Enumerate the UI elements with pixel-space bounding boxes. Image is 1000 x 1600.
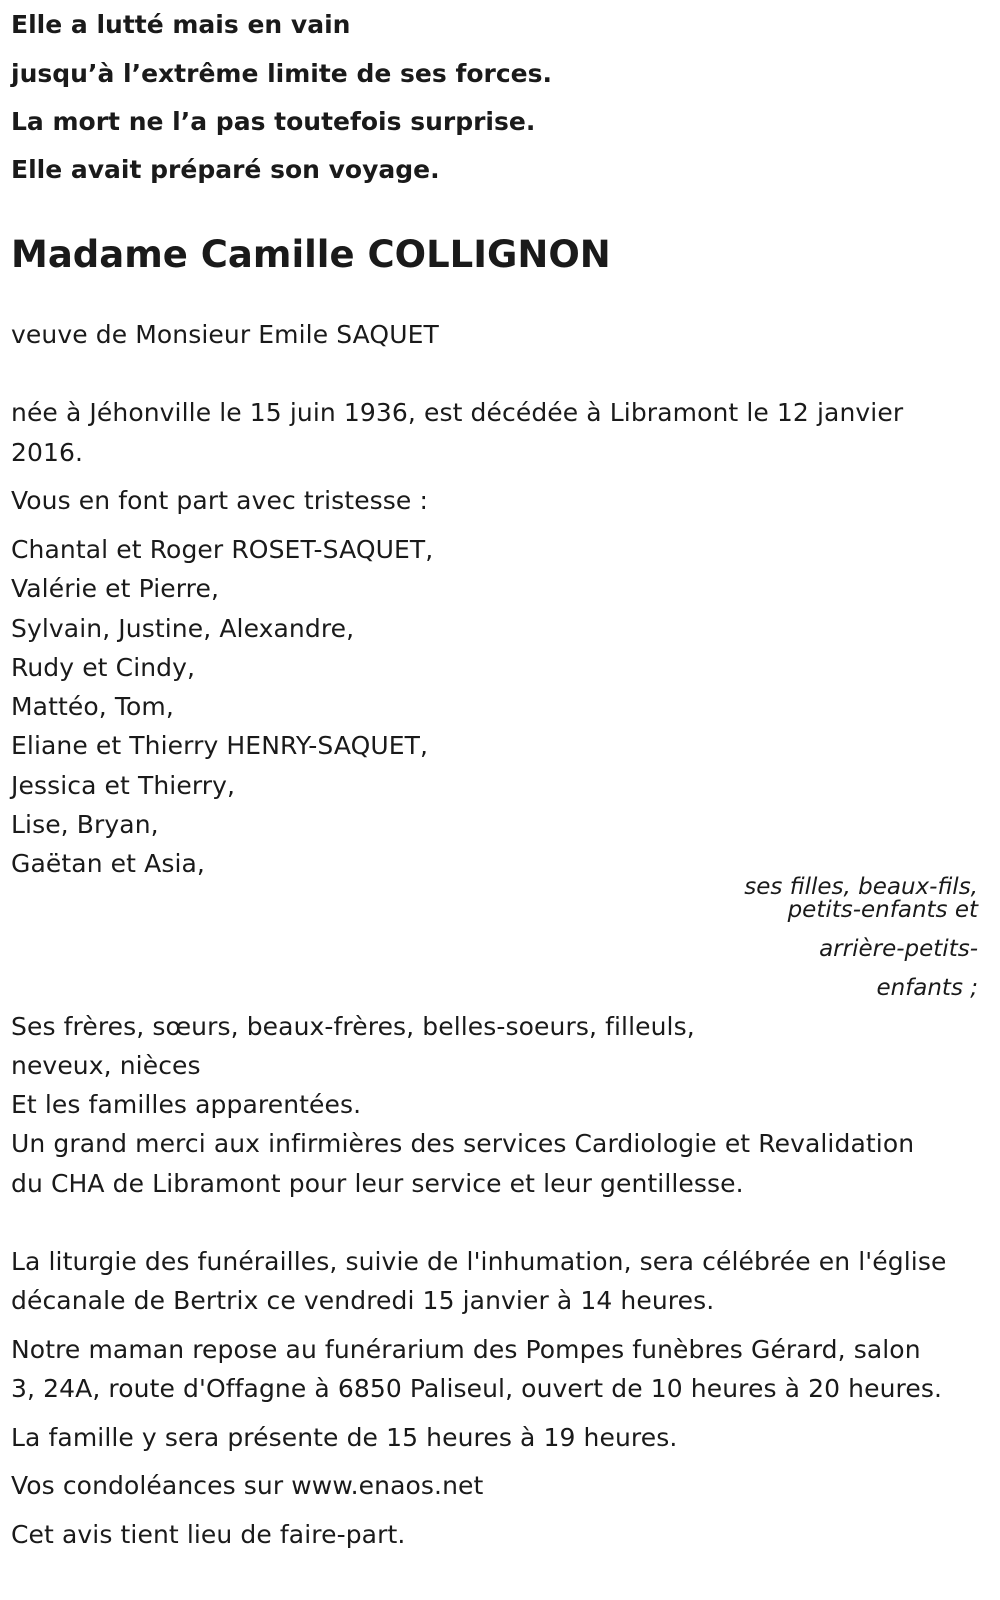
others-line: neveux, nièces xyxy=(11,1051,201,1080)
poem-line: Elle a lutté mais en vain xyxy=(11,10,351,39)
relationship-line: petits-enfants et xyxy=(787,897,978,923)
funeral-line: La liturgie des funérailles, suivie de l'inhumation, sera célébrée en l'église xyxy=(11,1247,947,1276)
poem-line: jusqu’à l’extrême limite de ses forces. xyxy=(11,59,552,88)
widow-of-text: veuve de Monsieur Emile SAQUET xyxy=(11,320,439,349)
family-member: Valérie et Pierre, xyxy=(11,574,220,603)
family-member: Mattéo, Tom, xyxy=(11,692,174,721)
relationship-line: ses filles, beaux-fils, xyxy=(744,874,978,900)
relationship-line: arrière-petits- xyxy=(819,936,978,962)
family-member: Lise, Bryan, xyxy=(11,810,159,839)
birth-death-line: 2016. xyxy=(11,438,84,467)
birth-death-line: née à Jéhonville le 15 juin 1936, est décédée à Libramont le 12 janvier xyxy=(11,398,904,427)
family-member: Sylvain, Justine, Alexandre, xyxy=(11,614,355,643)
thanks-line: Un grand merci aux infirmières des services Cardiologie et Revalidation xyxy=(11,1129,915,1158)
condolences-text: Vos condoléances sur www.enaos.net xyxy=(11,1471,484,1500)
thanks-line: du CHA de Libramont pour leur service et leur gentillesse. xyxy=(11,1169,744,1198)
deceased-name: Madame Camille COLLIGNON xyxy=(11,233,611,276)
family-member: Rudy et Cindy, xyxy=(11,653,196,682)
announcement-text: Vous en font part avec tristesse : xyxy=(11,486,428,515)
funeral-home-line: Notre maman repose au funérarium des Pompes funèbres Gérard, salon xyxy=(11,1335,921,1364)
family-member: Gaëtan et Asia, xyxy=(11,849,205,878)
family-presence-text: La famille y sera présente de 15 heures à 19 heures. xyxy=(11,1423,678,1452)
others-line: Ses frères, sœurs, beaux-frères, belles-soeurs, filleuls, xyxy=(11,1012,695,1041)
poem-line: La mort ne l’a pas toutefois surprise. xyxy=(11,107,536,136)
family-member: Jessica et Thierry, xyxy=(11,771,236,800)
others-line: Et les familles apparentées. xyxy=(11,1090,362,1119)
poem-line: Elle avait préparé son voyage. xyxy=(11,155,440,184)
family-member: Eliane et Thierry HENRY-SAQUET, xyxy=(11,731,429,760)
funeral-home-line: 3, 24A, route d'Offagne à 6850 Paliseul, ouvert de 10 heures à 20 heures. xyxy=(11,1374,943,1403)
funeral-line: décanale de Bertrix ce vendredi 15 janvier à 14 heures. xyxy=(11,1286,715,1315)
notice-text: Cet avis tient lieu de faire-part. xyxy=(11,1520,406,1549)
relationship-line: enfants ; xyxy=(876,975,978,1001)
family-member: Chantal et Roger ROSET-SAQUET, xyxy=(11,535,434,564)
